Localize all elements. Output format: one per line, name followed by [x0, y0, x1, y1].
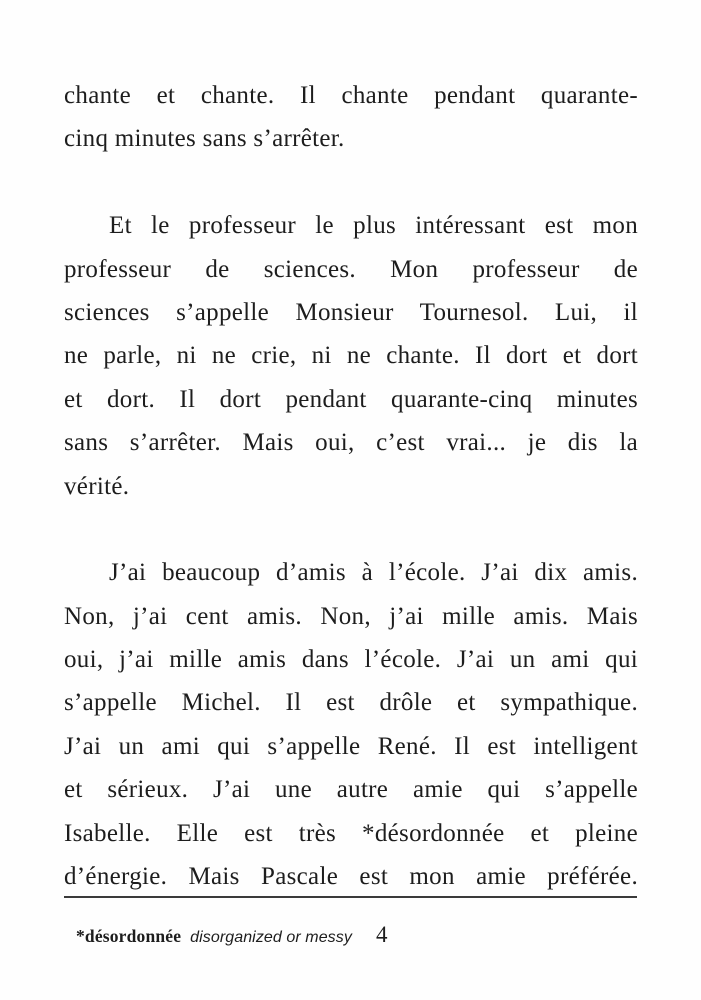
text-line: d’énergie. Mais Pascale est mon amie préférée. — [64, 863, 638, 891]
footnote-definition: disorganized or messy — [190, 929, 352, 946]
page-number: 4 — [375, 922, 388, 947]
paragraph — [64, 551, 638, 898]
paragraph — [64, 204, 638, 508]
paragraph — [64, 74, 638, 161]
text-line: chante et chante. Il chante pendant quarante- — [64, 82, 638, 109]
text-line: s’appelle Michel. Il est drôle et sympathique. — [64, 689, 638, 717]
text-line: Non, j’ai cent amis. Non, j’ai mille amis. Mais — [64, 602, 638, 630]
text-line: sans s’arrêter. Mais oui, c’est vrai... je dis la — [64, 429, 638, 457]
text-line: ne parle, ni ne crie, ni ne chante. Il dort et dort — [64, 342, 638, 370]
text-line: et dort. Il dort pendant quarante-cinq minutes — [64, 385, 638, 413]
text-line: oui, j’ai mille amis dans l’école. J’ai un ami qui — [64, 646, 638, 674]
text-line: professeur de sciences. Mon professeur de — [64, 255, 638, 283]
text-line: et sérieux. J’ai une autre amie qui s’appelle — [64, 776, 638, 804]
text-line: Isabelle. Elle est très *désordonnée et pleine — [64, 819, 638, 847]
footnote — [76, 922, 387, 948]
text-line: Et le professeur le plus intéressant est mon — [109, 212, 638, 240]
footnote-term: *désordonnée — [76, 926, 182, 946]
text-line: J’ai un ami qui s’appelle René. Il est intelligent — [64, 732, 638, 760]
text-line: vérité. — [64, 472, 130, 500]
text-line: sciences s’appelle Monsieur Tournesol. Lui, il — [64, 298, 638, 326]
text-line: cinq minutes sans s’arrêter. — [64, 125, 345, 153]
text-line: J’ai beaucoup d’amis à l’école. J’ai dix amis. — [109, 559, 638, 587]
footnote-divider — [64, 896, 637, 898]
text-block — [64, 74, 638, 898]
